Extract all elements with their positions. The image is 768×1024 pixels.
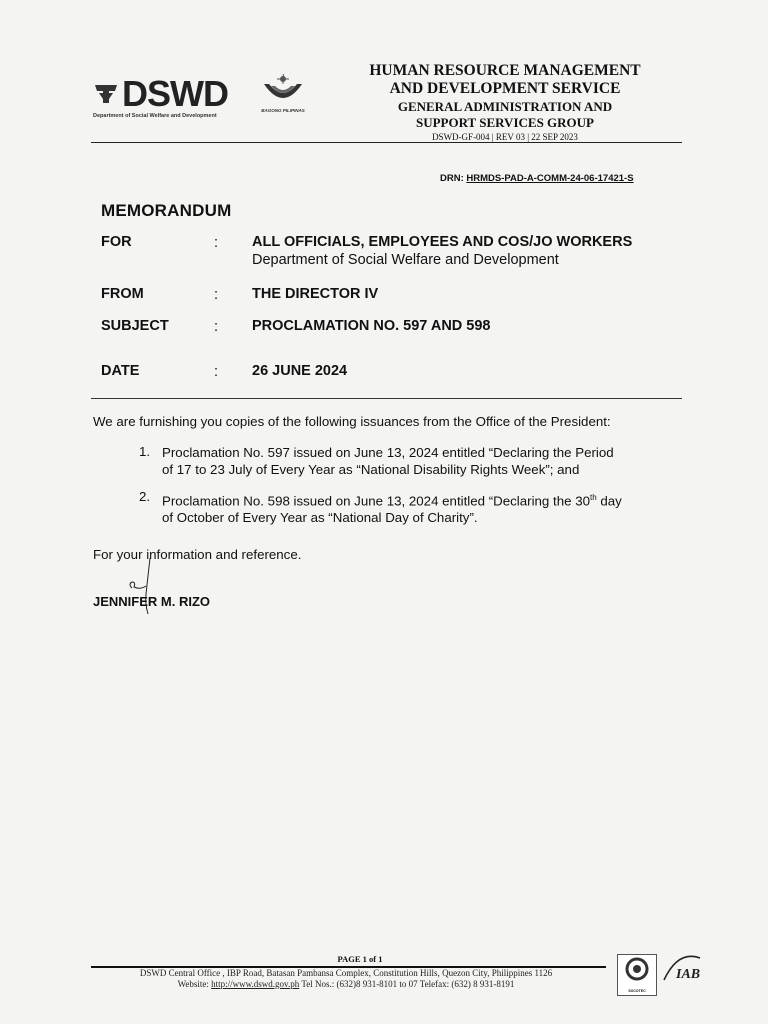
footer-address: DSWD Central Office , IBP Road, Batasan Pambansa Complex, Constitution Hills, Quezon City, Philippines 1126 — [139, 968, 553, 978]
list-item — [162, 489, 682, 526]
memo-title: MEMORANDUM — [101, 201, 232, 220]
item-1-number: 1. — [139, 444, 151, 459]
office-header — [320, 62, 690, 143]
item-2-line-2: of October of Every Year as “National Day of Charity”. — [162, 510, 478, 526]
socotec-logo-icon — [618, 955, 656, 985]
form-code: DSWD-GF-004 | REV 03 | 22 SEP 2023 — [432, 132, 578, 142]
header-divider — [91, 142, 682, 143]
drn-value: HRMDS-PAD-A-COMM-24-06-17421-S — [466, 173, 634, 184]
body-divider — [91, 398, 682, 399]
date-label: DATE — [101, 363, 140, 379]
footer-contact — [91, 979, 601, 990]
socotec-certification-badge — [617, 954, 657, 996]
footer-address-block — [91, 968, 601, 990]
for-label: FOR — [101, 234, 132, 250]
from-value: THE DIRECTOR IV — [252, 286, 379, 302]
subject-value: PROCLAMATION NO. 597 AND 598 — [252, 318, 491, 334]
subject-colon: : — [214, 319, 219, 335]
website-label: Website: — [177, 979, 209, 989]
svg-text:IAB: IAB — [676, 967, 701, 982]
item-2-line-1: Proclamation No. 598 issued on June 13, 2024 entitled “Declaring the 30th day — [162, 493, 622, 509]
closing-paragraph: For your information and reference. — [93, 547, 302, 562]
dswd-logo-subtitle: Department of Social Welfare and Development — [93, 113, 217, 119]
from-colon: : — [214, 287, 219, 303]
item-2-number: 2. — [139, 489, 151, 504]
document-reference-number — [440, 173, 634, 184]
subject-label: SUBJECT — [101, 318, 169, 334]
website-link[interactable]: http://www.dswd.gov.ph — [211, 979, 300, 989]
item-1-line-1: Proclamation No. 597 issued on June 13, 2024 entitled “Declaring the Period — [162, 445, 614, 460]
iab-accreditation-icon — [658, 954, 704, 984]
office-line-3: GENERAL ADMINISTRATION AND — [397, 99, 613, 114]
for-department: Department of Social Welfare and Development — [252, 252, 559, 268]
page-number: PAGE 1 of 1 — [337, 954, 383, 964]
signer-name: JENNIFER M. RIZO — [93, 594, 211, 609]
dswd-logo-text: DSWD — [122, 73, 228, 114]
for-value: ALL OFFICIALS, EMPLOYEES AND COS/JO WORKERS — [252, 234, 633, 250]
dswd-logo — [93, 73, 253, 119]
office-line-2: AND DEVELOPMENT SERVICE — [389, 80, 621, 97]
from-label: FROM — [101, 286, 144, 302]
drn-label: DRN: — [440, 173, 464, 184]
list-item — [162, 444, 682, 478]
office-line-4: SUPPORT SERVICES GROUP — [416, 115, 594, 130]
date-colon: : — [214, 364, 219, 380]
bagong-pilipinas-logo — [255, 72, 311, 113]
socotec-text: SOCOTEC — [628, 989, 646, 993]
office-line-1: HUMAN RESOURCE MANAGEMENT — [369, 62, 641, 79]
bagong-pilipinas-text: BAGONG PILIPINAS — [261, 108, 305, 113]
date-value: 26 JUNE 2024 — [252, 363, 348, 379]
item-1-line-2: of 17 to 23 July of Every Year as “National Disability Rights Week”; and — [162, 462, 580, 477]
contact-numbers: Tel Nos.: (632)8 931-8101 to 07 Telefax: (632) 8 931-8191 — [301, 979, 515, 989]
bagong-pilipinas-emblem-icon — [261, 72, 305, 106]
intro-paragraph: We are furnishing you copies of the following issuances from the Office of the President: — [93, 414, 611, 429]
for-colon: : — [214, 235, 219, 251]
dswd-emblem-icon — [93, 81, 119, 107]
